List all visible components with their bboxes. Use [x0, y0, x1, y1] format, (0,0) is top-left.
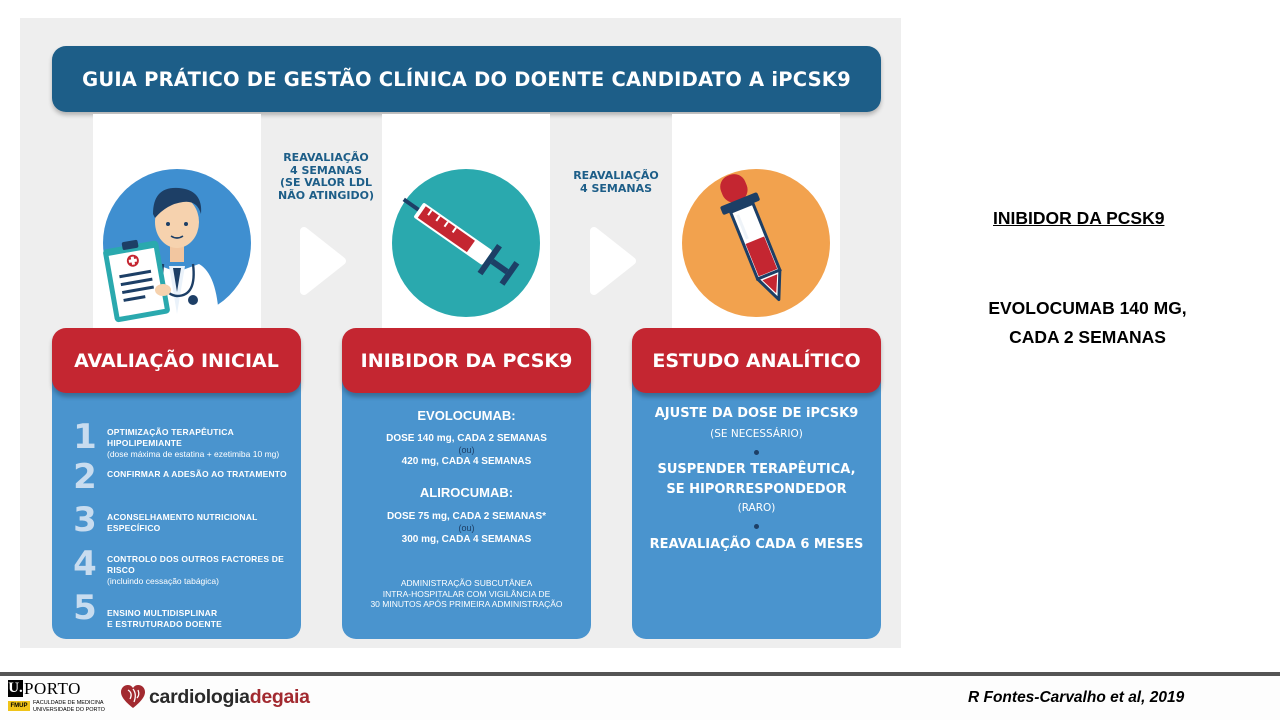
syringe-card — [382, 114, 550, 339]
side-title: INIBIDOR DA PCSK9 — [993, 208, 1165, 228]
item-main: CONTROLO DOS OUTROS FACTORES DE RISCO — [107, 554, 284, 575]
drug-name-evolocumab: EVOLOCUMAB: — [417, 408, 516, 423]
item-sub: (incluindo cessação tabágica) — [107, 576, 219, 586]
box-title: INIBIDOR DA PCSK9 — [360, 349, 573, 372]
item-sub: (dose máxima de estatina + ezetimiba 10 mg) — [107, 449, 280, 459]
cardiologiadegaia-wordmark — [149, 686, 310, 709]
step-number: 1 — [73, 417, 97, 457]
list-item — [107, 597, 297, 641]
dose-line: DOSE 75 mg, CADA 2 SEMANAS* — [386, 511, 547, 522]
adjust-dose-sub: (SE NECESSÁRIO) — [710, 428, 803, 440]
uporto-logo — [8, 680, 112, 718]
step-number: 2 — [73, 457, 97, 497]
list-item — [107, 554, 297, 587]
suspend-therapy-text: SUSPENDER TERAPÊUTICA, SE HIPORRESPONDEDOR — [657, 462, 856, 497]
step-number: 5 — [73, 588, 97, 628]
bullet-dot — [754, 450, 759, 455]
side-drug-dose: EVOLOCUMAB 140 MG, CADA 2 SEMANAS — [988, 298, 1187, 347]
step-number: 3 — [73, 500, 97, 540]
or-text: (ou) — [458, 445, 475, 455]
reevaluation-note-1: REAVALIAÇÃO 4 SEMANAS (SE VALOR LDL NÃO ATINGIDO) — [278, 151, 374, 202]
infographic-panel — [20, 18, 901, 648]
bullet-dot — [754, 524, 759, 529]
infographic-title: GUIA PRÁTICO DE GESTÃO CLÍNICA DO DOENTE CANDIDATO A iPCSK9 — [82, 67, 851, 91]
logo-text-bold: cardiologia — [149, 685, 250, 708]
box-header-initial-evaluation — [52, 328, 301, 393]
syringe-icon — [382, 114, 550, 339]
box-header-pcsk9-inhibitor — [342, 328, 591, 393]
box-title: AVALIAÇÃO INICIAL — [74, 349, 279, 372]
administration-note: ADMINISTRAÇÃO SUBCUTÂNEA INTRA-HOSPITALAR COM VIGILÂNCIA DE 30 MINUTOS APÓS PRIMEIRA ADMINISTRAÇÃO — [370, 578, 563, 609]
play-arrow-icon — [588, 225, 638, 297]
dose-line: DOSE 140 mg, CADA 2 SEMANAS — [386, 433, 547, 444]
heart-logo-icon — [120, 684, 146, 710]
reevaluation-6-months-text: REAVALIAÇÃO CADA 6 MESES — [649, 537, 864, 552]
play-arrow-icon — [298, 225, 348, 297]
citation: R Fontes-Carvalho et al, 2019 — [968, 689, 1185, 706]
suspend-therapy-sub: (RARO) — [737, 502, 776, 514]
box-title: ESTUDO ANALÍTICO — [652, 349, 861, 372]
cardiologiadegaia-logo — [120, 684, 310, 710]
uporto-name: PORTO — [24, 679, 81, 698]
uporto-mark: U. — [8, 680, 23, 696]
dropper-card — [672, 114, 840, 339]
dose-line: 300 mg, CADA 4 SEMANAS — [401, 534, 532, 545]
doctor-card — [93, 114, 261, 339]
dose-line: 420 mg, CADA 4 SEMANAS — [401, 456, 532, 467]
item-main: CONFIRMAR A ADESÃO AO TRATAMENTO — [107, 469, 287, 479]
item-main: OPTIMIZAÇÃO TERAPÊUTICA HIPOLIPEMIANTE — [107, 427, 234, 448]
list-item — [107, 512, 297, 534]
logo-text-accent: degaia — [249, 685, 310, 708]
fmup-mark: FMUP — [8, 701, 30, 711]
box-header-analytic-study — [632, 328, 881, 393]
reevaluation-note-2: REAVALIAÇÃO 4 SEMANAS — [573, 169, 659, 195]
item-main: ACONSELHAMENTO NUTRICIONAL ESPECÍFICO — [107, 512, 258, 533]
infographic-banner — [52, 46, 881, 112]
or-text: (ou) — [458, 523, 475, 533]
fmup-text: FACULDADE DE MEDICINA UNIVERSIDADE DO PORTO — [33, 700, 105, 713]
doctor-icon — [93, 114, 261, 339]
item-main: ENSINO MULTIDISPLINAR E ESTRUTURADO DOENTE — [107, 608, 222, 629]
step-number: 4 — [73, 544, 97, 584]
list-item — [107, 469, 297, 480]
adjust-dose-text: AJUSTE DA DOSE DE iPCSK9 — [654, 406, 859, 421]
drug-name-alirocumab: ALIROCUMAB: — [419, 485, 514, 500]
dropper-icon — [672, 114, 840, 339]
list-item — [107, 427, 297, 460]
